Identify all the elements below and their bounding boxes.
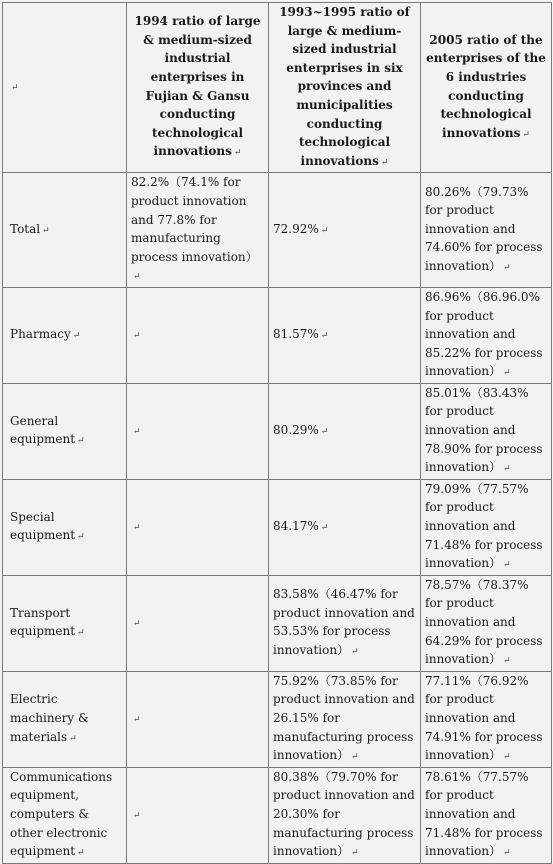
paragraph-mark-icon: ↵ (320, 523, 329, 534)
paragraph-mark-icon: ↵ (503, 752, 511, 763)
paragraph-mark-icon: ↵ (133, 523, 141, 534)
value-cell-1994 (127, 671, 269, 767)
paragraph-mark-icon: ↵ (320, 331, 329, 342)
industry-cell: Pharmacy ↵ (3, 287, 127, 383)
header-1993-1995-six-provinces: 1993~1995 ratio of large & medium-sized industrial enterprises in six provinces and municipalities conducting technological innovations ↵ (269, 3, 421, 173)
paragraph-mark-icon: ↵ (351, 646, 359, 657)
innovation-ratio-table (2, 2, 552, 864)
table-row (3, 287, 552, 383)
value-cell-1994 (127, 575, 269, 671)
value-cell-2005: 80.26%（79.73% for product innovation and 74.60% for process innovation） ↵ (421, 173, 552, 288)
header-corner-cell (3, 3, 127, 173)
value-cell-1994 (127, 287, 269, 383)
table-header-row (3, 3, 552, 173)
value-cell-2005: 86.96%（86.96.0% for product innovation and 85.22% for process innovation） ↵ (421, 287, 552, 383)
industry-cell: Special equipment ↵ (3, 479, 127, 575)
paragraph-mark-icon: ↵ (77, 532, 85, 543)
industry-cell: General equipment ↵ (3, 383, 127, 479)
paragraph-mark-icon: ↵ (503, 848, 511, 859)
paragraph-mark-icon: ↵ (133, 331, 141, 342)
header-1994-fujian-gansu: 1994 ratio of large & medium-sized industrial enterprises in Fujian & Gansu conducting technological innovations ↵ (127, 3, 269, 173)
value-cell-1993-1995: 83.58%（46.47% for product innovation and 53.53% for process innovation） ↵ (269, 575, 421, 671)
paragraph-mark-icon: ↵ (133, 427, 141, 438)
value-cell-2005: 79.09%（77.57% for product innovation and 71.48% for process innovation） ↵ (421, 479, 552, 575)
paragraph-mark-icon: ↵ (133, 619, 141, 629)
paragraph-mark-icon: ↵ (351, 848, 359, 859)
paragraph-mark-icon: ↵ (77, 848, 85, 859)
value-cell-1993-1995: 80.29% ↵ (269, 383, 421, 479)
paragraph-mark-icon: ↵ (133, 272, 141, 283)
header-2005-six-industries: 2005 ratio of the enterprises of the 6 industries conducting technological innovations ↵ (421, 3, 552, 173)
paragraph-mark-icon: ↵ (522, 129, 530, 140)
value-cell-1994 (127, 383, 269, 479)
value-cell-2005: 77.11%（76.92% for product innovation and 74.91% for process innovation） ↵ (421, 671, 552, 767)
paragraph-mark-icon: ↵ (133, 810, 141, 821)
industry-cell: Electric machinery & materials ↵ (3, 671, 127, 767)
value-cell-1994: 82.2%（74.1% for product innovation and 77.8% for manufacturing process innovation）↵ (127, 173, 269, 288)
paragraph-mark-icon: ↵ (69, 733, 77, 744)
industry-cell: Transport equipment ↵ (3, 575, 127, 671)
paragraph-mark-icon: ↵ (503, 656, 511, 667)
value-cell-2005: 78.57%（78.37% for product innovation and 64.29% for process innovation） ↵ (421, 575, 552, 671)
paragraph-mark-icon: ↵ (233, 148, 242, 159)
value-cell-2005: 78.61%（77.57% for product innovation and 71.48% for process innovation） ↵ (421, 767, 552, 863)
value-cell-1993-1995: 80.38%（79.70% for product innovation and 20.30% for manufacturing process innovation） ↵ (269, 767, 421, 863)
industry-cell: Total ↵ (3, 173, 127, 288)
table-row (3, 575, 552, 671)
paragraph-mark-icon: ↵ (351, 752, 359, 763)
paragraph-mark-icon: ↵ (320, 427, 329, 438)
value-cell-1994 (127, 479, 269, 575)
paragraph-mark-icon: ↵ (320, 225, 329, 236)
paragraph-mark-icon: ↵ (77, 628, 85, 639)
paragraph-mark-icon: ↵ (380, 157, 389, 168)
table-row (3, 173, 552, 288)
value-cell-1993-1995: 75.92%（73.85% for product innovation and 26.15% for manufacturing process innovation） ↵ (269, 671, 421, 767)
paragraph-mark-icon: ↵ (72, 331, 81, 342)
paragraph-mark-icon: ↵ (77, 436, 85, 447)
value-cell-1993-1995: 84.17% ↵ (269, 479, 421, 575)
table-row (3, 479, 552, 575)
paragraph-mark-icon: ↵ (503, 464, 511, 475)
paragraph-mark-icon: ↵ (503, 263, 511, 274)
paragraph-mark-icon: ↵ (11, 83, 19, 94)
paragraph-mark-icon: ↵ (503, 368, 511, 379)
industry-cell: Communications equipment, computers & other electronic equipment ↵ (3, 767, 127, 863)
paragraph-mark-icon: ↵ (42, 225, 50, 236)
table-row (3, 671, 552, 767)
table-row (3, 383, 552, 479)
value-cell-1994 (127, 767, 269, 863)
value-cell-1993-1995: 72.92% ↵ (269, 173, 421, 288)
paragraph-mark-icon: ↵ (133, 714, 141, 725)
value-cell-1993-1995: 81.57% ↵ (269, 287, 421, 383)
table-row (3, 767, 552, 863)
paragraph-mark-icon: ↵ (503, 560, 511, 571)
value-cell-2005: 85.01%（83.43% for product innovation and 78.90% for process innovation） ↵ (421, 383, 552, 479)
